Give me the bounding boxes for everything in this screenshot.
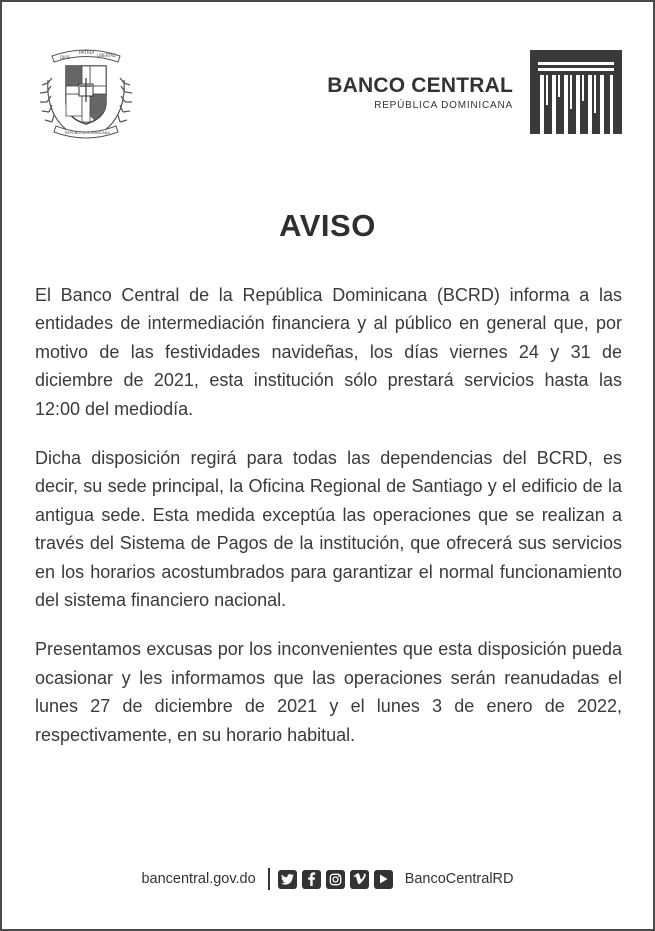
notice-paragraph-1: El Banco Central de la República Dominicana (BCRD) informa a las entidades de intermediación financiera y al público en general que, por motivo de las festividades navideñas, los días viernes 24 y 31 de diciembre de 2021, esta institución sólo prestará servicios hasta las 12:00 del mediodía. bbox=[35, 285, 622, 419]
seal-motto-right: LIBERTAD bbox=[97, 53, 117, 58]
seal-motto: PATRIA bbox=[79, 51, 95, 56]
social-handle[interactable]: BancoCentralRD bbox=[404, 871, 514, 887]
twitter-icon[interactable] bbox=[278, 870, 297, 889]
notice-body bbox=[35, 281, 622, 770]
social-icons bbox=[278, 870, 393, 889]
seal-motto-left: DIOS bbox=[60, 55, 70, 60]
notice-paragraph-3: Presentamos excusas por los inconvenientes que esta disposición pueda ocasionar y les informamos que las operaciones serán reanudadas el lunes 27 de diciembre de 2021 y el lunes 3 de enero de 2022, respectivamente, en su horario habitual. bbox=[35, 639, 622, 745]
footer-divider bbox=[268, 868, 270, 890]
bank-wordmark bbox=[327, 74, 513, 111]
footer bbox=[2, 866, 653, 892]
bank-subtitle: REPÚBLICA DOMINICANA bbox=[374, 100, 513, 111]
vimeo-icon[interactable] bbox=[350, 870, 369, 889]
notice-title: AVISO bbox=[279, 208, 376, 243]
bank-logo-icon bbox=[530, 50, 622, 134]
instagram-icon[interactable] bbox=[326, 870, 345, 889]
website-link[interactable]: bancentral.gov.do bbox=[141, 871, 256, 887]
notice-paragraph-2: Dicha disposición regirá para todas las dependencias del BCRD, es decir, su sede principal, la Oficina Regional de Santiago y el edificio de la antigua sede. Esta medida exceptúa las operaciones que se realizan a través del Sistema de Pagos de la institución, que ofrecerá sus servicios en los horarios acostumbrados para garantizar el normal funcionamiento del sistema financiero nacional. bbox=[35, 448, 622, 611]
youtube-icon[interactable] bbox=[374, 870, 393, 889]
facebook-icon[interactable] bbox=[302, 870, 321, 889]
seal-ribbon-text: REPÚBLICA DOMINICANA bbox=[65, 131, 110, 135]
bank-name: BANCO CENTRAL bbox=[327, 74, 513, 97]
coat-of-arms-icon bbox=[38, 42, 134, 146]
